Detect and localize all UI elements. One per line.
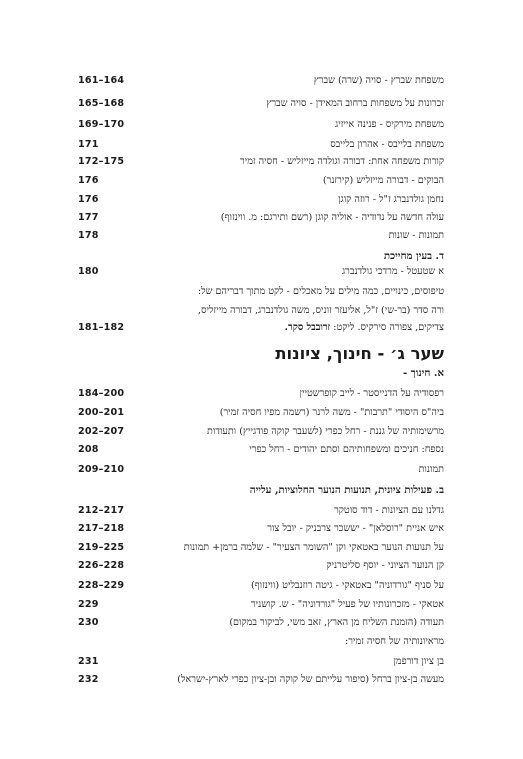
entry-pages: 231: [78, 656, 99, 667]
toc-entry: [78, 653, 444, 670]
toc-entry: [78, 263, 444, 280]
entry-pages: 202–207: [78, 426, 125, 437]
entry-title: זכרונות על משפחות ברחוב המאידן - סויה שברץ: [266, 98, 444, 109]
entry-pages: 171: [78, 139, 99, 150]
entry-pages: 165–168: [78, 98, 125, 109]
toc-entry: [78, 191, 444, 208]
entry-title: ביה"ס היסודי "תרבות" - משה לרנר (רשמה מפיו חסיה זמיר): [219, 407, 444, 418]
entry-title: נחמן גולדנברג ז"ל - רוזה קוגן: [338, 194, 444, 205]
toc-entry: [78, 502, 444, 519]
part-heading: שער ג׳ - חינוך, ציונות: [275, 344, 444, 363]
toc-entry: [78, 614, 444, 631]
toc-entry-continuation: [78, 633, 444, 650]
section-heading: א. חינוך -: [402, 367, 444, 379]
entry-pages: 212–217: [78, 505, 125, 516]
section-heading: ב. פעילות ציונית, תנועות הנוער החלוציות, עלייה: [249, 484, 444, 496]
entry-title: רפסודיה על הדנייסטר - לייב קופרשטיין: [299, 388, 444, 399]
compiler-name: זרובבל סקר.: [284, 322, 331, 333]
toc-entry: [78, 153, 444, 170]
toc-entry: [78, 539, 444, 556]
entry-title: מעשה בן-ציון ברחל (סיפור עלייתם של קוקה ובן-ציון כפרי לארץ-ישראל): [177, 674, 444, 685]
toc-entry: [78, 423, 444, 440]
toc-entry: [78, 671, 444, 688]
toc-entry: [78, 319, 444, 336]
entry-pages: 208: [78, 444, 99, 455]
entry-title: מראיונותיה של חסיה זמיר:: [344, 636, 444, 647]
entry-pages: 161–164: [78, 75, 125, 86]
toc-entry: [78, 404, 444, 421]
entry-pages: 217–218: [78, 523, 125, 534]
entry-title: נספח: חניכים ומשפחותיהם וסתם יהודים - רחל כפרי: [249, 444, 444, 455]
entry-pages: 230: [78, 617, 99, 628]
entry-title: מרשימותיה של גננת - רחל כפרי (לשעבר קוקה פודגייץ) ותעודות: [207, 426, 444, 437]
entry-title: [285, 319, 444, 336]
entry-pages: 226–228: [78, 560, 125, 571]
toc-entry: [78, 461, 444, 478]
entry-title: איש אניית "רוסלאן" - יששכר צרבניק - יובל צור: [267, 523, 444, 534]
toc-entry: [78, 385, 444, 402]
entry-title: משפחת מירקיס - פנינה אייזיג: [335, 119, 444, 130]
entry-title: משפחת בלייבס - אהרון בלייבס: [330, 139, 444, 150]
toc-entry-continuation: [78, 302, 444, 319]
entry-title: תמונות - שונות: [388, 230, 444, 241]
toc-entry: [78, 172, 444, 189]
entry-title: תעודה (הזמנת השליח מן הארץ, זאב משי, לביקור במקום): [229, 617, 444, 628]
entry-title: טיפוסים, כינויים, כמה מילים על מאכלים - לקט מתוך דבריהם של:: [197, 286, 444, 297]
entry-title: על סניף "גורדוניה" באטאקי - גיטה רוזנבליט (ווינזוף): [250, 580, 444, 591]
toc-entry: [78, 95, 444, 112]
toc-entry: [78, 596, 444, 613]
entry-pages: 180: [78, 266, 99, 277]
section-heading: ד. בעין מחייכת: [383, 250, 444, 262]
toc-entry: [78, 520, 444, 537]
entry-title-text: צדיקים, צפורה סירקיס. ליקט:: [330, 322, 444, 333]
entry-pages: 176: [78, 175, 99, 186]
entry-pages: 228–229: [78, 580, 125, 591]
entry-title: קן הנוער הציוני - יוסף סליטרניק: [326, 560, 444, 571]
entry-pages: 181–182: [78, 322, 125, 333]
entry-pages: 177: [78, 212, 99, 223]
entry-title: גדלנו עם הציונות - דוד סוטקר: [334, 505, 444, 516]
entry-title: קורות משפחה אחת: דבורה וגולדה מייזליש - חסיה זמיר: [239, 156, 444, 167]
toc-entry: [78, 227, 444, 244]
toc-entry: [78, 441, 444, 458]
toc-entry: [78, 136, 444, 153]
entry-pages: 178: [78, 230, 99, 241]
entry-pages: 219–225: [78, 542, 125, 553]
entry-pages: 172–175: [78, 156, 125, 167]
entry-title: תמונות: [418, 464, 444, 475]
entry-pages: 184–200: [78, 388, 125, 399]
entry-pages: 169–170: [78, 119, 125, 130]
toc-entry: [78, 72, 444, 89]
entry-title: עולה חדשה על נדודיה - אוליה קוגן (רשם ותירגם: מ. ווינזוף): [220, 212, 444, 223]
toc-entry: [78, 577, 444, 594]
entry-pages: 209–210: [78, 464, 125, 475]
entry-title: ורה סדר (בר-שי) ז"ל, אליעזר זוניס, משה גולדנברג, דבורה מייזליס,: [198, 305, 444, 316]
entry-title: אטאקי - מזכרונותיו של פעיל "גורדוניה" - ש. קושניר: [250, 599, 444, 610]
toc-entry: [78, 209, 444, 226]
entry-title: א שטעטל - מרדכי גולדנברג: [341, 266, 444, 277]
entry-title: בן ציון דורפמן: [393, 656, 444, 667]
toc-entry: [78, 116, 444, 133]
entry-title: משפחת שברץ - סויה (שרה) שברץ: [313, 75, 444, 86]
entry-title: הבוקים - דבורה מייזליש (קירזנר): [322, 175, 444, 186]
toc-entry: [78, 557, 444, 574]
entry-pages: 229: [78, 599, 99, 610]
entry-title: על תנועות הנוער באטאקי וקן "השומר הצעיר" - שלמה ברמן+ תמונות: [183, 542, 444, 553]
entry-pages: 176: [78, 194, 99, 205]
entry-pages: 200–201: [78, 407, 125, 418]
toc-entry-continuation: [78, 283, 444, 300]
entry-pages: 232: [78, 674, 99, 685]
